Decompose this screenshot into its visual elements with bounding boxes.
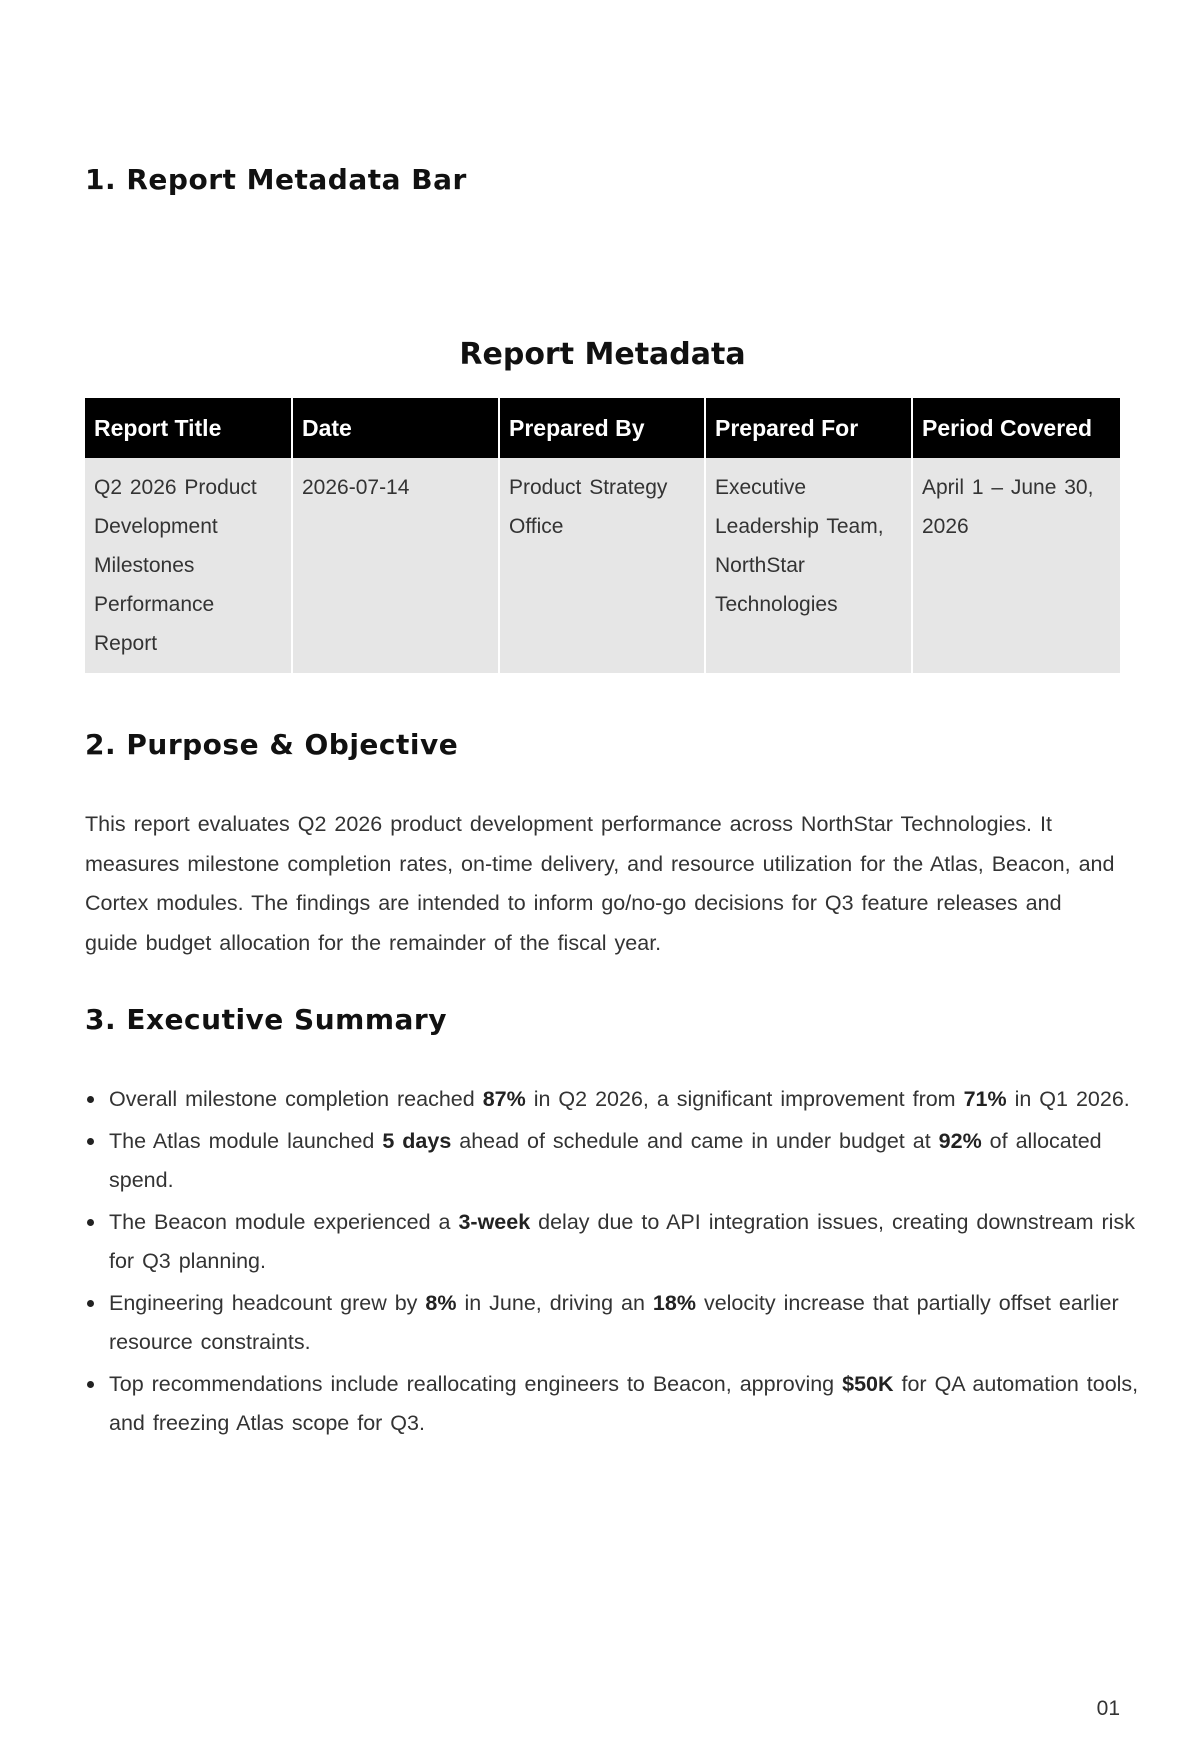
summary-text: Top recommendations include reallocating engineers to Beacon, approving	[109, 1371, 843, 1396]
bullet-icon	[87, 1096, 94, 1103]
summary-text: velocity increase that partially offset earlier resource constraints.	[109, 1290, 1119, 1354]
header-period-covered: Period Covered	[912, 398, 1120, 458]
summary-highlight: 3-week	[458, 1209, 531, 1234]
list-item	[109, 1203, 1144, 1282]
header-report-title: Report Title	[85, 398, 292, 458]
summary-text: The Beacon module experienced a	[109, 1209, 459, 1234]
bullet-icon	[87, 1381, 94, 1388]
cell-prepared-by: Product Strategy Office	[499, 458, 705, 673]
purpose-paragraph: This report evaluates Q2 2026 product development performance across NorthStar Technologies. It measures milestone completion rates, on-time delivery, and resource utilization for the Atlas, Beacon, and Cortex modules. The findings are intended to inform go/no-go decisions for Q3 feature releases and guide budget allocation for the remainder of the fiscal year.	[85, 812, 1115, 955]
table-row	[85, 458, 1120, 673]
summary-text: in June, driving an	[456, 1290, 653, 1315]
summary-text: for QA automation tools, and freezing Atlas scope for Q3.	[109, 1371, 1139, 1435]
list-item	[109, 1365, 1144, 1444]
list-item	[109, 1284, 1144, 1363]
section-title-executive-summary: 3. Executive Summary	[85, 1003, 447, 1036]
section-title-metadata-bar: 1. Report Metadata Bar	[85, 163, 467, 196]
summary-highlight: 87%	[482, 1087, 526, 1111]
page-number: 01	[1096, 1697, 1120, 1720]
cell-report-title: Q2 2026 Product Development Milestones Performance Report	[85, 458, 292, 673]
report-metadata-table	[85, 398, 1120, 673]
header-date: Date	[292, 398, 499, 458]
summary-highlight: 18%	[652, 1290, 696, 1315]
list-item	[109, 1080, 1144, 1120]
summary-text: in Q2 2026, a significant improvement from	[525, 1087, 964, 1111]
summary-text: of allocated spend.	[109, 1128, 1102, 1192]
bullet-icon	[87, 1219, 94, 1226]
cell-period-covered: April 1 – June 30, 2026	[912, 458, 1120, 673]
header-prepared-for: Prepared For	[705, 398, 912, 458]
bullet-icon	[87, 1138, 94, 1145]
list-item	[109, 1122, 1144, 1201]
summary-highlight: 71%	[963, 1087, 1007, 1111]
executive-summary-list	[85, 1080, 1144, 1446]
summary-highlight: 92%	[938, 1128, 982, 1153]
cell-prepared-for: Executive Leadership Team, NorthStar Technologies	[705, 458, 912, 673]
table-caption: Report Metadata	[459, 337, 746, 372]
bullet-icon	[87, 1300, 94, 1307]
section-title-purpose: 2. Purpose & Objective	[85, 728, 459, 761]
header-prepared-by: Prepared By	[499, 398, 705, 458]
summary-highlight: 8%	[425, 1290, 457, 1315]
summary-text: The Atlas module launched	[109, 1128, 383, 1153]
summary-text: Overall milestone completion reached	[109, 1087, 483, 1111]
summary-highlight: 5 days	[382, 1128, 452, 1153]
table-header-row	[85, 398, 1120, 458]
summary-text: Engineering headcount grew by	[109, 1290, 426, 1315]
cell-date: 2026-07-14	[292, 458, 499, 673]
summary-text: ahead of schedule and came in under budget at	[451, 1128, 939, 1153]
summary-text: delay due to API integration issues, creating downstream risk for Q3 planning.	[109, 1209, 1135, 1273]
summary-highlight: $50K	[842, 1371, 894, 1396]
summary-text: in Q1 2026.	[1006, 1087, 1130, 1111]
